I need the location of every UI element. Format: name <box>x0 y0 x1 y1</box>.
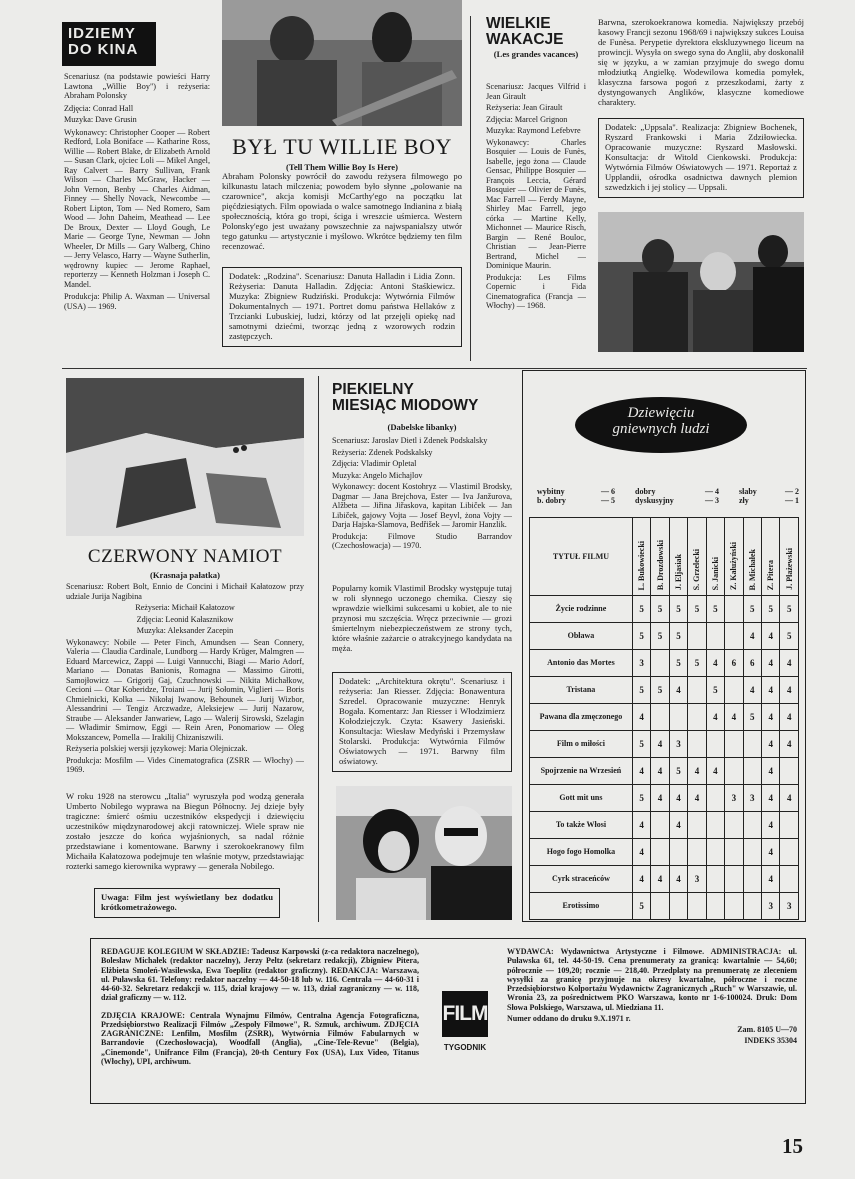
ratings-score <box>706 731 724 758</box>
wakacje-title <box>486 16 586 63</box>
legend-label: zły <box>739 496 749 505</box>
ratings-film-title: Pawana dla zmęczonego <box>530 704 633 731</box>
footer-editorial-board: REDAGUJE KOLEGIUM W SKŁADZIE: Tadeusz Karpowski (z-ca redaktora naczelnego), Bolesław Michałek (redaktor naczelny), Jerzy Peltz (sekretarz redakcji), Zbigniew Pitera, Elżbieta Smoleń-Wasilewska, Ewa Toeplitz (redaktor graficzny). REDAKCJA: Warszawa, ul. Puławska 61. Telefony: redaktor naczelny — 44-50-18 lub w. 116. Centrala — 44-60-31 i 44-60-32. Sekretarz redakcji w. 115, dział krajowy — w. 113, dział zagraniczny — w. 118, dział graficzny — w. 112. <box>101 947 419 1003</box>
ratings-score: 4 <box>688 785 706 812</box>
ratings-row <box>530 650 799 677</box>
ratings-score <box>725 731 743 758</box>
ratings-score <box>651 650 669 677</box>
critic-header: L. Bukowiecki <box>632 518 650 596</box>
ratings-score: 4 <box>762 839 780 866</box>
ratings-score <box>743 839 761 866</box>
piekielny-credit-line: Muzyka: Angelo Michajlov <box>332 470 423 480</box>
ratings-score <box>743 866 761 893</box>
ratings-score: 5 <box>632 785 650 812</box>
ratings-score: 4 <box>780 704 799 731</box>
legend-value: — 3 <box>705 496 719 505</box>
ratings-score <box>706 839 724 866</box>
ratings-score <box>669 893 687 920</box>
ratings-score <box>651 704 669 731</box>
namiot-title <box>66 546 304 584</box>
ratings-film-title: Cyrk straceńców <box>530 866 633 893</box>
wakacje-body: Barwna, szerokoekranowa komedia. Największy przebój kasowy Francji sezonu 1968/69 i największy sukces Louisa de Funèsa. Perypetie dyrektora ekskluzywnego liceum na prowincji. Wysyła on swego syna do Anglii, aby doskonalił się w języku, a w zamian przyjmuje do swego domu młodziutką Angielkę. Wodewilowa komedia pomyłek, klasyczna farsowa pogoń z przeszkodami, żarty z dystyngowanych Anglików, klasyczne komediowe charaktery. <box>598 17 804 107</box>
ratings-score: 4 <box>762 812 780 839</box>
ratings-score <box>780 839 799 866</box>
footer-publisher <box>507 947 797 1048</box>
ratings-row <box>530 731 799 758</box>
ratings-score <box>688 893 706 920</box>
legend-value: — 1 <box>785 496 799 505</box>
ratings-legend <box>537 487 799 505</box>
namiot-credit-line: Scenariusz: Robert Bolt, Ennio de Concini i Michaił Kałatozow przy udziale Jurija Nagibina <box>66 582 304 601</box>
ratings-score: 5 <box>632 623 650 650</box>
ratings-row <box>530 623 799 650</box>
ratings-row <box>530 839 799 866</box>
ratings-score <box>669 704 687 731</box>
ratings-score: 4 <box>762 866 780 893</box>
footer-print-date: Numer oddano do druku 9.X.1971 r. <box>507 1013 631 1023</box>
wakacje-credit-line: Produkcja: Les Films Copernic i Fida Cinematografica (Francja — Włochy) — 1968. <box>486 272 586 311</box>
footer-index: INDEKS 35304 <box>744 1036 797 1046</box>
footer-photo-credits: ZDJĘCIA KRAJOWE: Centrala Wynajmu Filmów, Centralna Agencja Fotograficzna, Przedsiębiorstwo Realizacji Filmów „Zespoły Filmowe", R. Szmuk, archiwum. ZDJĘCIA ZAGRANICZNE: Lenfilm, Mosfilm (ZSRR), Wytwórnia Filmów Fabularnych w Barrandovie (Czechosłowacja), Woodfall (Anglia), „Cine-Tele-Revue" (Belgia), „Cinemonde", Unifrance Film (Francja), 20-th Century Fox (USA), Lux Video, Titanus (Włochy), UPI, archiwum. <box>101 1010 419 1066</box>
ratings-score: 4 <box>688 758 706 785</box>
ratings-film-title: Gott mit uns <box>530 785 633 812</box>
ratings-film-title: Tristana <box>530 677 633 704</box>
footer-editorial <box>101 947 419 1068</box>
film-logo-block <box>437 991 493 1052</box>
ratings-score: 6 <box>743 650 761 677</box>
willie-credit-line: Muzyka: Dave Grusin <box>64 115 137 125</box>
ratings-title-oval <box>575 397 747 453</box>
ratings-score: 3 <box>688 866 706 893</box>
film-logo: FILM <box>442 991 488 1037</box>
ratings-film-title: Życie rodzinne <box>530 596 633 623</box>
ratings-score <box>706 812 724 839</box>
ratings-score: 4 <box>762 677 780 704</box>
section-logo <box>62 22 156 66</box>
namiot-body: W roku 1928 na sterowcu „Italia" wyruszyła pod wodzą generała Umberto Nobilego wyprawa na Biegun Północny. Jej dzieje były tragiczne: śmierć ośmiu uczestników ekspedycji i dziewięciu uczestników międzynarodowej akcji ratowniczej. Wiele spraw nie zostało jeszcze do końca wyjaśnionych, sa nadal różnie przedstawiane i komentowane. Barwny i szerokoekranowy film Michaiła Kałatozowa podejmuje ten właśnie motyw, przedstawiając rozterki samego kierownika wyprawy — generała Nobilego. <box>66 791 304 871</box>
ratings-score: 4 <box>762 731 780 758</box>
namiot-credits <box>66 582 304 777</box>
willie-credit-line: Wykonawcy: Christopher Cooper — Robert Redford, Lola Boniface — Katharine Ross, Willie — Robert Blake, dr Elizabeth Arnold — Susan Clark, ojciec Loli — Mikel Angel, Ray Calvert — Barry Sullivan, Frank Wilson — Charles McGraw, Hacker — John Vernon, Benby — Charles Aidman, Finney — Shelly Novack, Newcombe — Robert Lipton, Tom — Ned Romero, Sam Wood — John Daheim, Meathead — Lee De Broux, Dexter — Lloyd Gough, Le Marie — George Tyne, Newman — John Wheeler, Dr Mills — Gary Walberg, Chino — Jerry Velasco, Harry — Wayne Sutherlin, wędrowny kupiec — Jerome Raphael, reporterzy — Kenneth Holzman i Joseph C. Mandel. <box>64 127 210 289</box>
ratings-score: 5 <box>632 731 650 758</box>
critic-header: S. Janicki <box>706 518 724 596</box>
namiot-credit-line: Produkcja: Mosfilm — Vides Cinematografica (ZSRR — Włochy) — 1969. <box>66 755 304 775</box>
namiot-credit-line: Zdjęcia: Leonid Kałasznikow <box>136 614 234 624</box>
ratings-score: 4 <box>762 650 780 677</box>
ratings-score: 4 <box>743 677 761 704</box>
ratings-row <box>530 812 799 839</box>
ratings-score: 4 <box>632 839 650 866</box>
ratings-score <box>725 677 743 704</box>
ratings-score: 5 <box>651 596 669 623</box>
ratings-score: 3 <box>762 893 780 920</box>
ratings-score: 4 <box>762 758 780 785</box>
piekielny-credit-line: Zdjęcia: Vladimir Opletal <box>332 459 417 469</box>
namiot-credit-line: Wykonawcy: Nobile — Peter Finch, Amundsen — Sean Connery, Valeria — Claudia Cardinale, Lundborg — Hardy Krüger, Malmgren — Eduard Marcewicz, Zappi — Luigi Vannucchi, Biagi — Mario Adorf, Mariano — Donatas Banionis, Romagna — Massimo Girotti, Samojłowicz — Grigorij Gaj, Czuchnowski — Nikita Michałkow, Cecioni — Otar Koberidze, Troiani — Jurij Sołomin, Viglieri — Boris Chmielnicki, Kolka — Nikołaj Iwanow, Behounek — Jurij Wizbor, Alessandrini — Tengiz Arczwadze, Aleksiejew — Jurij Nazarow, Straube — Aleksander Janwariew, Lago — Walerij Sirowski, Szelagin — Władimir Smirnow, Eggi — Rein Aren, Ponomariow — Oleg Mokszancew, Pomella — Irakilij Chizaniszwili. <box>66 637 304 742</box>
ratings-film-title: Obława <box>530 623 633 650</box>
piekielny-dodatek: Dodatek: „Architektura okrętu". Scenariusz i reżyseria: Jan Riesser. Zdjęcia: Bonawentura Szredel. Opracowanie muzyczne: Henryk Bogała. Komentarz: Jan Riesser i Włodzimierz Kołodziejczyk. Czyta: Ksawery Jasieński. Konsultacja: Wiesław Medyński i Przemysław Stolarski. Produkcja: Wytwórnia Filmów Oświatowych — 1971. Barwny film oświatowy. <box>332 672 512 772</box>
ratings-score: 4 <box>762 623 780 650</box>
ratings-score <box>688 677 706 704</box>
ratings-score: 4 <box>651 758 669 785</box>
legend-value: — 6 <box>601 487 615 496</box>
ratings-film-title: Film o miłości <box>530 731 633 758</box>
ratings-score: 4 <box>632 704 650 731</box>
ratings-score <box>706 893 724 920</box>
ratings-score: 4 <box>706 758 724 785</box>
namiot-headline: CZERWONY NAMIOT <box>87 546 283 567</box>
ratings-score <box>725 812 743 839</box>
ratings-score <box>706 623 724 650</box>
ratings-score: 5 <box>706 677 724 704</box>
ratings-score: 5 <box>669 650 687 677</box>
ratings-score <box>688 812 706 839</box>
footer-box <box>90 938 806 1104</box>
ratings-score <box>651 812 669 839</box>
piekielny-photo <box>336 786 512 920</box>
section-logo-line2: DO KINA <box>68 40 139 58</box>
critic-header: S. Grzelecki <box>688 518 706 596</box>
wakacje-headline-2: WAKACJE <box>486 30 564 48</box>
ratings-score: 3 <box>725 785 743 812</box>
ratings-score <box>743 731 761 758</box>
wakacje-credit-line: Muzyka: Raymond Lefebvre <box>486 126 581 136</box>
section-rule <box>62 368 807 369</box>
critic-header: Z. Kałużyński <box>725 518 743 596</box>
ratings-score: 3 <box>743 785 761 812</box>
film-logo-tygodnik: TYGODNIK <box>443 1043 487 1052</box>
ratings-score <box>725 758 743 785</box>
legend-value: — 5 <box>601 496 615 505</box>
legend-label: wybitny <box>537 487 565 496</box>
ratings-score: 4 <box>651 866 669 893</box>
ratings-score <box>651 893 669 920</box>
ratings-score: 4 <box>706 704 724 731</box>
piekielny-headline-1: PIEKIELNY <box>332 381 414 398</box>
piekielny-title <box>332 382 512 413</box>
ratings-row <box>530 785 799 812</box>
namiot-credit-line: Reżyseria polskiej wersji językowej: Maria Olejniczak. <box>66 744 248 754</box>
ratings-score: 4 <box>669 785 687 812</box>
column-rule <box>470 16 471 361</box>
ratings-score: 5 <box>743 704 761 731</box>
ratings-header-row <box>530 518 799 596</box>
ratings-score: 5 <box>688 596 706 623</box>
critic-header: J. Eljasiak <box>669 518 687 596</box>
wakacje-credit-line: Scenariusz: Jacques Vilfrid i Jean Girault <box>486 82 586 101</box>
ratings-score: 4 <box>632 812 650 839</box>
ratings-score: 4 <box>762 704 780 731</box>
ratings-score: 4 <box>743 623 761 650</box>
ratings-score <box>780 758 799 785</box>
piekielny-credit-line: Reżyseria: Zdenek Podskalsky <box>332 447 433 457</box>
ratings-score <box>725 893 743 920</box>
ratings-score <box>743 758 761 785</box>
ratings-title-line1: Dziewięciu <box>627 405 695 421</box>
piekielny-headline-2: MIESIĄC MIODOWY <box>332 396 479 414</box>
legend-label: dobry <box>635 487 656 496</box>
critic-header: J. Płażewski <box>780 518 799 596</box>
ratings-score: 3 <box>780 893 799 920</box>
critic-header: B. Michałek <box>743 518 761 596</box>
ratings-score: 4 <box>762 785 780 812</box>
ratings-score <box>669 839 687 866</box>
piekielny-photo-image <box>336 786 512 920</box>
ratings-score: 4 <box>669 812 687 839</box>
ratings-score: 5 <box>632 596 650 623</box>
footer-order-number: Zam. 8105 U—70 <box>737 1025 797 1035</box>
ratings-score: 5 <box>651 623 669 650</box>
column-rule <box>318 376 319 922</box>
piekielny-credit-line: Wykonawcy: docent Kostohryz — Vlastimil Brodsky, Dagmar — Jana Brejchova, Ester — Iva Janžurova, Alžbeta — Jiřina Jiřaskova, kapitan Libiček — Jan Libiček, gajowy Vojta — Josef Beyvl, żona Vojty — Darja Hajska-Slamova, Bedřišek — Jaromir Hanzlik. <box>332 482 512 530</box>
namiot-credit-line: Reżyseria: Michaił Kałatozow <box>135 603 235 613</box>
ratings-score: 4 <box>669 677 687 704</box>
piekielny-credit-line: Scenariusz: Jaroslav Dietl i Zdenek Podskalsky <box>332 436 488 445</box>
ratings-score <box>688 839 706 866</box>
ratings-score: 4 <box>651 731 669 758</box>
ratings-score: 4 <box>632 866 650 893</box>
ratings-score <box>688 704 706 731</box>
ratings-score: 6 <box>725 650 743 677</box>
section-logo-line1: IDZIEMY <box>68 25 136 42</box>
critic-header: Z. Pitera <box>762 518 780 596</box>
ratings-row <box>530 893 799 920</box>
piekielny-credit-line: Produkcja: Filmove Studio Barrandov (Czechosłowacja) — 1970. <box>332 531 512 551</box>
piekielny-body: Popularny komik Vlastimil Brodsky występuje tutaj w roli słynnego uczonego chemika. Cieszy się wprawdzie wielkimi sukcesami u kobiet, ale to nie przynosi mu szczęścia. Wręcz przeciwnie — grozi śmiertelnym niebezpieczeństwem ze strony tych, które właśnie zażarcie o atrakcyjnego kandydata na męża. <box>332 583 512 653</box>
ratings-score <box>743 812 761 839</box>
willie-headline: BYŁ TU WILLIE BOY <box>232 134 452 159</box>
ratings-score: 4 <box>780 677 799 704</box>
ratings-score: 4 <box>651 785 669 812</box>
ratings-score <box>725 839 743 866</box>
wakacje-credits <box>486 82 586 313</box>
ratings-score <box>743 893 761 920</box>
wakacje-credit-line: Zdjęcia: Marcel Grignon <box>486 114 568 124</box>
ratings-score <box>725 596 743 623</box>
ratings-score <box>706 866 724 893</box>
wakacje-photo-image <box>598 212 804 352</box>
wakacje-subtitle: (Les grandes vacances) <box>493 49 579 59</box>
ratings-score <box>688 731 706 758</box>
legend-label: dyskusyjny <box>635 496 674 505</box>
willie-photo-image <box>222 0 462 126</box>
ratings-score: 4 <box>780 731 799 758</box>
namiot-photo-image <box>66 378 304 536</box>
willie-credit-line: Zdjęcia: Conrad Hall <box>64 103 134 113</box>
page-number: 15 <box>782 1134 803 1158</box>
ratings-table <box>529 517 799 920</box>
legend-label: b. dobry <box>537 496 566 505</box>
namiot-uwaga: Uwaga: Film jest wyświetlany bez dodatku krótkometrażowego. <box>94 888 280 918</box>
legend-value: — 2 <box>785 487 799 496</box>
willie-credit-line: Produkcja: Philip A. Waxman — Universal (USA) — 1969. <box>64 292 210 311</box>
ratings-row <box>530 596 799 623</box>
ratings-score <box>780 812 799 839</box>
piekielny-subtitle: (Dabelske libanky) <box>387 422 457 432</box>
ratings-score: 5 <box>688 650 706 677</box>
ratings-score <box>780 866 799 893</box>
wakacje-credit-line: Wykonawcy: Charles Bosquier — Louis de Funès, Isabelle, jego żona — Claude Gensac, Philippe Bosquier — François Leccia, Gérard Bosquier — Olivier de Funès, Mac Farrell — Ferdy Mayne, Shirley Mac Farrell, jego córka — Martine Kelly, Michonnet — Maurice Risch, Bargin — René Bouloc, Christian — Jean-Pierre Bertrand, Michel — Dominique Maurin. <box>486 137 586 271</box>
willie-body: Abraham Polonsky powrócił do zawodu reżysera filmowego po kilkunastu latach milczenia; powodem było słynne „polowanie na czarownice", akcja komisji McCarthy'ego na początku lat pięćdziesiątych. Film opowiada o walce samotnego Indianina z białą społecznością, która go tropi, ściga i wreszcie uśmierca. Western Polonsky'ego jest uważany powszechnie za najwspanialszy utwór tego gatunku — artystycznie i myślowo. Wkrótce będziemy ten film recenzować. <box>222 171 462 251</box>
ratings-score: 4 <box>780 785 799 812</box>
ratings-score: 5 <box>632 677 650 704</box>
ratings-header-film: TYTUŁ FILMU <box>530 518 633 596</box>
ratings-score: 4 <box>780 650 799 677</box>
willie-dodatek: Dodatek: „Rodzina". Scenariusz: Danuta Halladin i Lidia Zonn. Reżyseria: Danuta Halladin. Zdjęcia: Antoni Staśkiewicz. Muzyka: Zbigniew Rudziński. Produkcja: Wytwórnia Filmów Dokumentalnych — 1971. Portret domu państwa Hellaków z Trzcianki Lubuskiej, ludzi, którzy od lat przejęli opiekę nad samotnymi dziećmi, tworząc jedną z wzorowych rodzin zastępczych. <box>222 267 462 347</box>
ratings-score: 5 <box>651 677 669 704</box>
wakacje-headline-1: WIELKIE <box>486 15 551 32</box>
ratings-score <box>725 623 743 650</box>
wakacje-dodatek: Dodatek: „Uppsala". Realizacja: Zbigniew Bochenek, Ryszard Frankowski i Maria Zdziłowiecka. Opracowanie muzyczne: Ryszard Masłowski. Konsultacja: dr Witold Cienkowski. Produkcja: Wytwórnia Filmów Oświatowych — 1971. Reportaż z Upplandii, ośrodka osadnictwa dawnych plemion szwedzkich i jej stolicy — Uppsali. <box>598 118 804 198</box>
ratings-row <box>530 866 799 893</box>
critic-header: B. Drozdowski <box>651 518 669 596</box>
legend-value: — 4 <box>705 487 719 496</box>
ratings-score: 5 <box>762 596 780 623</box>
ratings-row <box>530 677 799 704</box>
ratings-row <box>530 704 799 731</box>
legend-label: słaby <box>739 487 757 496</box>
ratings-film-title: Antonio das Mortes <box>530 650 633 677</box>
ratings-film-title: Erotissimo <box>530 893 633 920</box>
willie-title <box>222 134 462 176</box>
ratings-score: 5 <box>743 596 761 623</box>
ratings-score: 4 <box>706 650 724 677</box>
ratings-film-title: To także Włosi <box>530 812 633 839</box>
ratings-score: 4 <box>725 704 743 731</box>
ratings-score: 4 <box>632 758 650 785</box>
willie-credit-line: Scenariusz (na podstawie powieści Harry Lawtona „Willie Boy") i reżyseria: Abraham Polonsky <box>64 72 210 101</box>
ratings-film-title: Hogo fogo Homolka <box>530 839 633 866</box>
willie-credits <box>64 72 210 313</box>
ratings-score <box>651 839 669 866</box>
footer-publisher-text: WYDAWCA: Wydawnictwa Artystyczne i Filmowe. ADMINISTRACJA: ul. Puławska 61, tel. 44-50-19. Cena prenumeraty za granicą: kwartalnie — 54,60; półrocznie — 109,20; rocznie — 218,40. Przedpłaty na prenumeratę ze zleceniem wysyłki za granicę przyjmuje na okresy kwartalne, półroczne i roczne Przedsiębiorstwo Kolportażu Wydawnictw Zagranicznych „Ruch" w Warszawie, ul. Wronia 23, za pośrednictwem PKO Warszawa, konto nr 1-6-100024. Druk: Dom Słowa Polskiego, Warszawa, ul. Miedziana 11. <box>507 947 797 1012</box>
namiot-photo <box>66 378 304 536</box>
namiot-subtitle: (Krasnaja pałatka) <box>150 570 220 580</box>
ratings-score: 4 <box>669 866 687 893</box>
willie-subtitle: (Tell Them Willie Boy Is Here) <box>286 162 398 172</box>
piekielny-credits <box>332 436 512 553</box>
ratings-score: 5 <box>669 596 687 623</box>
ratings-score <box>688 623 706 650</box>
ratings-score <box>725 866 743 893</box>
namiot-credit-line: Muzyka: Aleksander Zacepin <box>136 626 234 636</box>
wakacje-photo <box>598 212 804 352</box>
ratings-row <box>530 758 799 785</box>
willie-photo <box>222 0 462 126</box>
ratings-score: 5 <box>669 623 687 650</box>
ratings-panel <box>522 370 806 922</box>
ratings-title-line2: gniewnych ludzi <box>612 420 710 437</box>
ratings-score: 5 <box>632 893 650 920</box>
ratings-score: 5 <box>706 596 724 623</box>
ratings-score: 5 <box>780 623 799 650</box>
ratings-film-title: Spojrzenie na Wrzesień <box>530 758 633 785</box>
wakacje-credit-line: Reżyseria: Jean Girault <box>486 103 563 113</box>
ratings-score: 3 <box>669 731 687 758</box>
ratings-score: 5 <box>780 596 799 623</box>
ratings-score: 5 <box>669 758 687 785</box>
ratings-score: 3 <box>632 650 650 677</box>
ratings-score <box>706 785 724 812</box>
